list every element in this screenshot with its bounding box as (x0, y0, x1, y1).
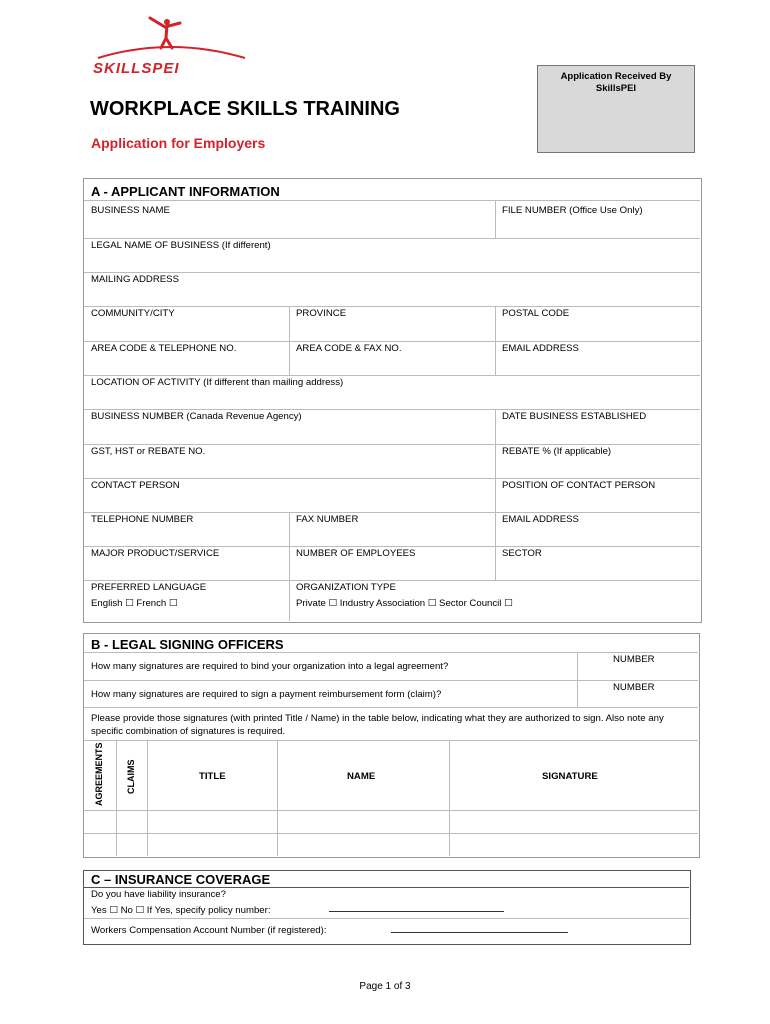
field-preferred-language: PREFERRED LANGUAGE (91, 582, 207, 593)
workers-comp-label: Workers Compensation Account Number (if registered): (91, 925, 327, 936)
agreement-number-field[interactable]: NUMBER (613, 654, 655, 665)
field-mailing-address[interactable]: MAILING ADDRESS (91, 274, 179, 285)
signatures-claim-question: How many signatures are required to sign a payment reimbursement form (claim)? (91, 689, 442, 700)
col-name: NAME (347, 771, 376, 782)
page-number: Page 1 of 3 (359, 981, 411, 992)
page-title: WORKPLACE SKILLS TRAINING (90, 98, 400, 120)
section-c-heading: C – INSURANCE COVERAGE (91, 872, 271, 887)
signatures-agreement-question: How many signatures are required to bind your organization into a legal agreement? (91, 661, 449, 672)
field-contact-position[interactable]: POSITION OF CONTACT PERSON (502, 480, 656, 491)
field-gst[interactable]: GST, HST or REBATE NO. (91, 446, 206, 457)
language-checkboxes[interactable]: English ☐ French ☐ (91, 598, 178, 609)
liability-insurance-question: Do you have liability insurance? (91, 889, 226, 900)
received-line2: SkillsPEI (595, 83, 637, 94)
field-email-address-contact[interactable]: EMAIL ADDRESS (502, 514, 579, 525)
logo-text: SKILLSPEI (93, 60, 180, 77)
field-telephone[interactable]: TELEPHONE NUMBER (91, 514, 194, 525)
field-sector[interactable]: SECTOR (502, 548, 542, 559)
received-line1: Application Received By (560, 71, 672, 82)
section-a-heading: A - APPLICANT INFORMATION (91, 184, 280, 199)
field-business-number[interactable]: BUSINESS NUMBER (Canada Revenue Agency) (91, 411, 302, 422)
claim-number-field[interactable]: NUMBER (613, 682, 655, 693)
insurance-options[interactable]: Yes ☐ No ☐ If Yes, specify policy number: (91, 905, 271, 916)
logo-figure-icon (95, 14, 255, 64)
field-date-established[interactable]: DATE BUSINESS ESTABLISHED (502, 411, 647, 422)
workers-comp-line[interactable] (391, 932, 568, 933)
field-file-number: FILE NUMBER (Office Use Only) (502, 205, 643, 216)
field-province[interactable]: PROVINCE (296, 308, 347, 319)
field-legal-name[interactable]: LEGAL NAME OF BUSINESS (If different) (91, 240, 271, 251)
field-community[interactable]: COMMUNITY/CITY (91, 308, 175, 319)
field-postal-code[interactable]: POSTAL CODE (502, 308, 570, 319)
field-contact-person[interactable]: CONTACT PERSON (91, 480, 180, 491)
section-b-heading: B - LEGAL SIGNING OFFICERS (91, 637, 284, 652)
field-email-address[interactable]: EMAIL ADDRESS (502, 343, 579, 354)
organization-type-checkboxes[interactable]: Private ☐ Industry Association ☐ Sector Council ☐ (296, 598, 513, 609)
page-subtitle: Application for Employers (91, 135, 266, 151)
field-organization-type: ORGANIZATION TYPE (296, 582, 396, 593)
field-major-product[interactable]: MAJOR PRODUCT/SERVICE (91, 548, 220, 559)
field-area-telephone[interactable]: AREA CODE & TELEPHONE NO. (91, 343, 237, 354)
application-received-box (537, 65, 695, 153)
policy-number-line[interactable] (329, 911, 504, 912)
signature-instructions: Please provide those signatures (with printed Title / Name) in the table below, indicating what they are authorized to sign. Also note any specific combination of signatures is required. (91, 713, 664, 737)
field-location-of-activity[interactable]: LOCATION OF ACTIVITY (If different than mailing address) (91, 377, 344, 388)
field-rebate[interactable]: REBATE % (If applicable) (502, 446, 612, 457)
field-business-name[interactable]: BUSINESS NAME (91, 205, 170, 216)
col-agreements: AGREEMENTS (94, 742, 104, 806)
col-signature: SIGNATURE (542, 771, 598, 782)
field-area-fax[interactable]: AREA CODE & FAX NO. (296, 343, 402, 354)
field-fax[interactable]: FAX NUMBER (296, 514, 359, 525)
field-number-employees[interactable]: NUMBER OF EMPLOYEES (296, 548, 416, 559)
col-title: TITLE (199, 771, 226, 782)
col-claims: CLAIMS (126, 759, 136, 794)
